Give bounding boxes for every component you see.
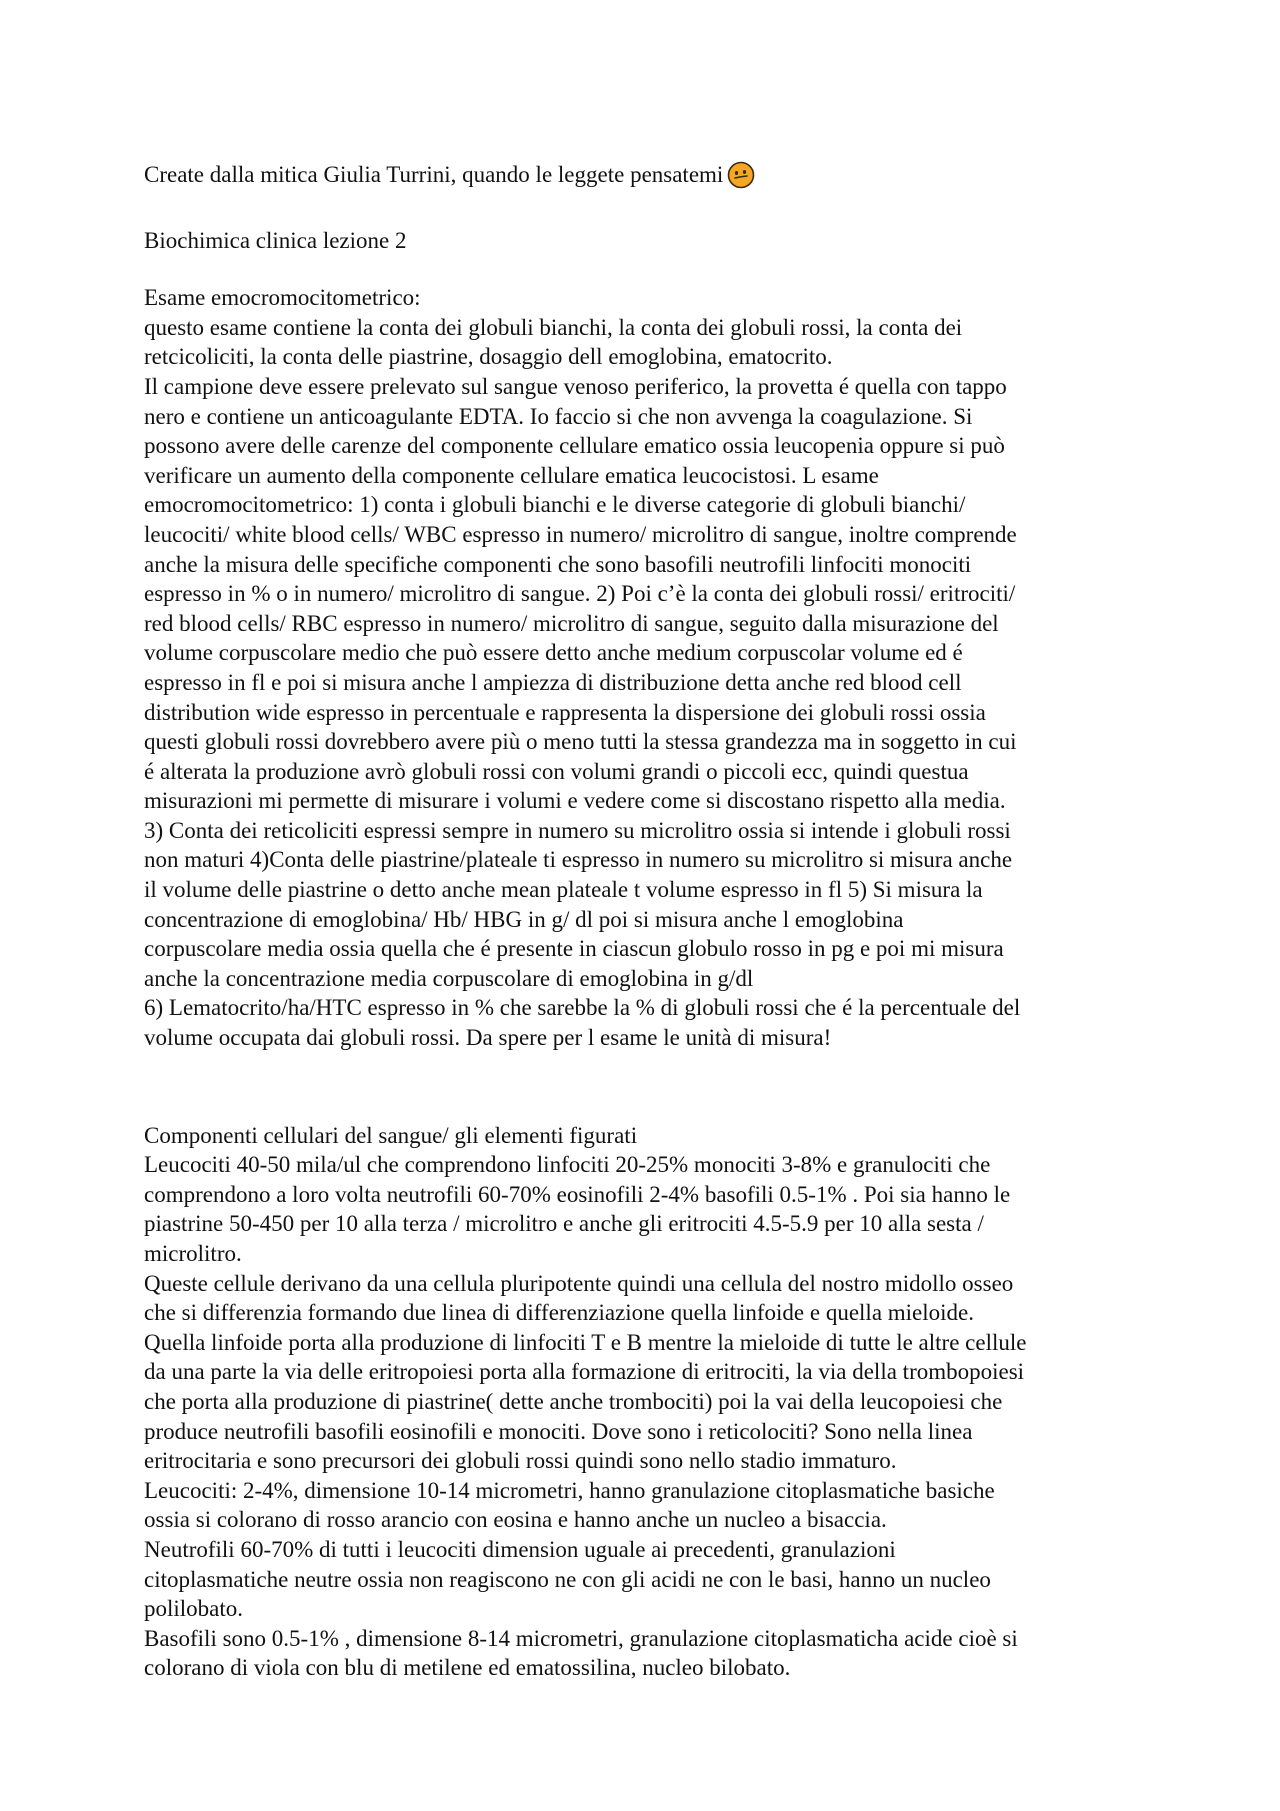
text-line: 3) Conta dei reticoliciti espressi sempre in numero su microlitro ossia si intende i globuli rossi [144, 817, 1011, 843]
text-line: volume occupata dai globuli rossi. Da spere per l esame le unità di misura! [144, 1025, 832, 1051]
text-line: che porta alla produzione di piastrine( dette anche trombociti) poi la vai della leucopoiesi che [144, 1388, 1003, 1414]
text-line: retcicoliciti, la conta delle piastrine, dosaggio dell emoglobina, ematocrito. [144, 344, 833, 370]
text-line: anche la concentrazione media corpuscolare di emoglobina in g/dl [144, 965, 754, 991]
text-line: misurazioni mi permette di misurare i volumi e vedere come si discostano rispetto alla media. [144, 788, 1006, 814]
text-line: emocromocitometrico: 1) conta i globuli bianchi e le diverse categorie di globuli bianchi/ [144, 492, 966, 518]
text-line: verificare un aumento della componente cellulare ematica leucocistosi. L esame [144, 462, 879, 488]
section-componenti-cellulari [144, 1121, 1144, 1683]
credit-text: Create dalla mitica Giulia Turrini, quando le leggete pensatemi [144, 162, 724, 187]
section-emocromo [144, 283, 1144, 1052]
text-line: colorano di viola con blu di metilene ed ematossilina, nucleo bilobato. [144, 1655, 791, 1681]
text-line: espresso in % o in numero/ microlitro di sangue. 2) Poi c’è la conta dei globuli rossi/ eritrociti/ [144, 581, 1016, 607]
text-line: Basofili sono 0.5-1% , dimensione 8-14 micrometri, granulazione citoplasmaticha acide cioè si [144, 1625, 1018, 1651]
section-heading: Componenti cellulari del sangue/ gli elementi figurati [144, 1122, 638, 1148]
text-line: distribution wide espresso in percentuale e rappresenta la dispersione dei globuli rossi ossia [144, 699, 986, 725]
text-line: da una parte la via delle eritropoiesi porta alla formazione di eritrociti, la via della trombopoiesi [144, 1359, 1025, 1385]
text-line: citoplasmatiche neutre ossia non reagiscono ne con gli acidi ne con le basi, hanno un nucleo [144, 1566, 991, 1592]
text-line: non maturi 4)Conta delle piastrine/plateale ti espresso in numero su microlitro si misura anche [144, 847, 1013, 873]
text-line: red blood cells/ RBC espresso in numero/ microlitro di sangue, seguito dalla misurazione del [144, 610, 999, 636]
section-heading: Esame emocromocitometrico: [144, 285, 421, 311]
text-line: questo esame contiene la conta dei globuli bianchi, la conta dei globuli rossi, la conta dei [144, 314, 963, 340]
text-line: piastrine 50-450 per 10 alla terza / microlitro e anche gli eritrociti 4.5-5.9 per 10 alla sesta / [144, 1211, 984, 1237]
text-line: microlitro. [144, 1241, 242, 1266]
text-line: anche la misura delle specifiche componenti che sono basofili neutrofili linfociti monociti [144, 551, 972, 577]
text-line: leucociti/ white blood cells/ WBC espresso in numero/ microlitro di sangue, inoltre comprende [144, 521, 1017, 547]
text-line: possono avere delle carenze del componente cellulare ematico ossia leucopenia oppure si può [144, 433, 1005, 459]
text-line: comprendono a loro volta neutrofili 60-70% eosinofili 2-4% basofili 0.5-1% . Poi sia hanno le [144, 1181, 1011, 1207]
text-line: questi globuli rossi dovrebbero avere più o meno tutti la stessa grandezza ma in soggetto in cui [144, 729, 1017, 755]
text-line: nero e contiene un anticoagulante EDTA. Io faccio si che non avvenga la coagulazione. Si [144, 403, 973, 429]
text-line: polilobato. [144, 1596, 244, 1622]
text-line: eritrocitaria e sono precursori dei globuli rossi quindi sono nello stadio immaturo. [144, 1448, 897, 1474]
document-page [144, 160, 1144, 1683]
text-line: ossia si colorano di rosso arancio con eosina e hanno anche un nucleo a bisaccia. [144, 1507, 887, 1533]
text-line: Il campione deve essere prelevato sul sangue venoso periferico, la provetta é quella con tappo [144, 373, 1007, 399]
text-line: produce neutrofili basofili eosinofili e monociti. Dove sono i reticolociti? Sono nella linea [144, 1418, 973, 1444]
text-line: 6) Lematocrito/ha/HTC espresso in % che sarebbe la % di globuli rossi che é la percentuale del [144, 995, 1021, 1021]
text-line: che si differenzia formando due linea di differenziazione quella linfoide e quella mieloide. [144, 1300, 974, 1326]
text-line: il volume delle piastrine o detto anche mean plateale t volume espresso in fl 5) Si misura la [144, 877, 983, 903]
text-line: Quella linfoide porta alla produzione di linfociti T e B mentre la mieloide di tutte le altre cellule [144, 1329, 1027, 1355]
text-line: corpuscolare media ossia quella che é presente in ciascun globulo rosso in pg e poi mi misura [144, 936, 1004, 962]
credit-line [144, 160, 1144, 190]
text-line: Leucociti: 2-4%, dimensione 10-14 micrometri, hanno granulazione citoplasmatiche basiche [144, 1477, 995, 1503]
text-line: espresso in fl e poi si misura anche l ampiezza di distribuzione detta anche red blood cell [144, 669, 962, 695]
text-line: volume corpuscolare medio che può essere detto anche medium corpuscolar volume ed é [144, 640, 963, 666]
text-line: é alterata la produzione avrò globuli rossi con volumi grandi o piccoli ecc, quindi questua [144, 758, 969, 784]
text-line: Neutrofili 60-70% di tutti i leucociti dimension uguale ai precedenti, granulazioni [144, 1536, 896, 1562]
text-line: Leucociti 40-50 mila/ul che comprendono linfociti 20-25% monociti 3-8% e granulociti che [144, 1152, 991, 1178]
text-line: Queste cellule derivano da una cellula pluripotente quindi una cellula del nostro midollo osseo [144, 1270, 1014, 1296]
lesson-title: Biochimica clinica lezione 2 [144, 227, 407, 253]
smiling-face-emoji-icon [727, 161, 755, 189]
text-line: concentrazione di emoglobina/ Hb/ HBG in g/ dl poi si misura anche l emoglobina [144, 906, 904, 932]
